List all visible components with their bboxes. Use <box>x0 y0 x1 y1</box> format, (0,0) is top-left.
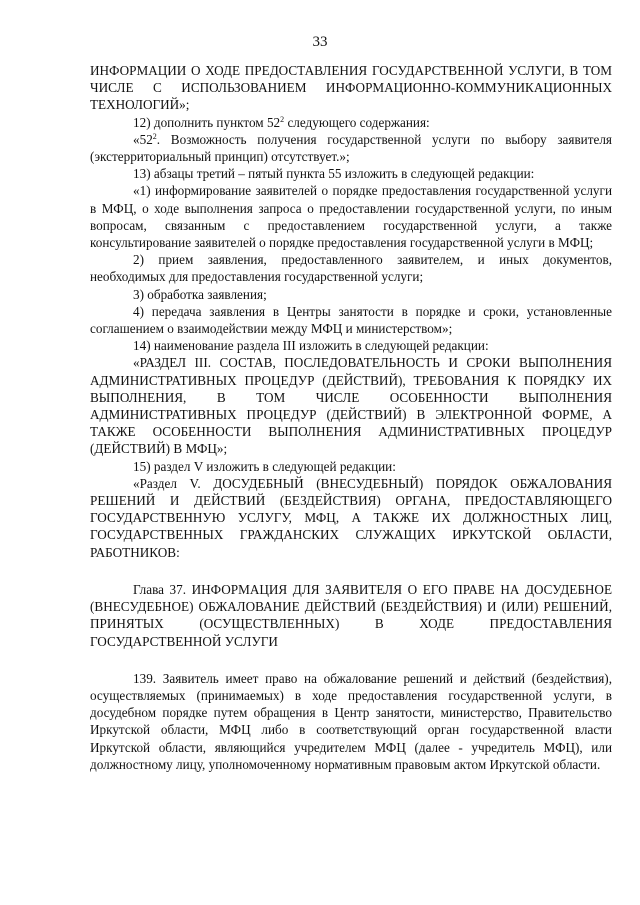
chapter-heading: Глава 37. ИНФОРМАЦИЯ ДЛЯ ЗАЯВИТЕЛЯ О ЕГО ПРАВЕ НА ДОСУДЕБНОЕ (ВНЕСУДЕБНОЕ) ОБЖАЛОВАНИЕ ДЕЙСТВИЙ (БЕЗДЕЙСТВИЯ) И (ИЛИ) РЕШЕНИЙ, ПРИНЯТЫХ (ОСУЩЕСТВЛЕННЫХ) В ХОДЕ ПРЕДОСТАВЛЕНИЯ ГОСУДАРСТВЕННОЙ УСЛУГИ <box>90 581 612 649</box>
spacer <box>90 650 612 670</box>
superscript: 2 <box>280 114 285 124</box>
text-run: 12) дополнить пунктом 52 <box>133 114 281 130</box>
paragraph: 14) наименование раздела III изложить в следующей редакции: <box>133 338 489 354</box>
superscript: 2 <box>152 131 157 141</box>
paragraph: 15) раздел V изложить в следующей редакции: <box>133 458 396 474</box>
paragraph: 13) абзацы третий – пятый пункта 55 изложить в следующей редакции: <box>133 166 535 182</box>
page-number: 33 <box>312 34 328 50</box>
document-body <box>90 62 612 773</box>
spacer <box>90 561 612 581</box>
paragraph: «Раздел V. ДОСУДЕБНЫЙ (ВНЕСУДЕБНЫЙ) ПОРЯДОК ОБЖАЛОВАНИЯ РЕШЕНИЙ И ДЕЙСТВИЙ (БЕЗДЕЙСТВИЯ) ОРГАНА, ПРЕДОСТАВЛЯЮЩЕГО ГОСУДАРСТВЕННУЮ УСЛУГУ, МФЦ, А ТАКЖЕ ИХ ДОЛЖНОСТНЫХ ЛИЦ, ГОСУДАРСТВЕННЫХ ГРАЖДАНСКИХ СЛУЖАЩИХ ИРКУТСКОЙ ОБЛАСТИ, РАБОТНИКОВ: <box>90 475 612 560</box>
paragraph: ИНФОРМАЦИИ О ХОДЕ ПРЕДОСТАВЛЕНИЯ ГОСУДАРСТВЕННОЙ УСЛУГИ, В ТОМ ЧИСЛЕ С ИСПОЛЬЗОВАНИЕМ ИНФОРМАЦИОННО-КОММУНИКАЦИОННЫХ ТЕХНОЛОГИЙ»; <box>90 63 612 113</box>
paragraph: 139. Заявитель имеет право на обжалование решений и действий (бездействия), осуществляемых (принимаемых) в ходе предоставления государственной услуги, в досудебном порядке путем обращения в Центр занятости, министерство, Правительство Иркутской области, МФЦ либо в соответствующий орган государственной власти Иркутской области, являющийся учредителем МФЦ (далее - учредитель МФЦ), или должностному лицу, уполномоченному нормативным правовым актом Иркутской области. <box>90 670 612 772</box>
paragraph: 4) передача заявления в Центры занятости в порядке и сроки, установленные соглашением о взаимодействии между МФЦ и министерством»; <box>90 303 612 337</box>
paragraph: 2) прием заявления, предоставленного заявителем, и иных документов, необходимых для предоставления государственной услуги; <box>90 252 612 285</box>
paragraph <box>90 114 612 131</box>
text-run: «52 <box>133 131 153 147</box>
paragraph: 3) обработка заявления; <box>133 286 267 302</box>
text-run: . Возможность получения государственной услуги по выбору заявителя (экстерриториальный принцип) отсутствует.»; <box>90 131 612 165</box>
paragraph: «РАЗДЕЛ III. СОСТАВ, ПОСЛЕДОВАТЕЛЬНОСТЬ И СРОКИ ВЫПОЛНЕНИЯ АДМИНИСТРАТИВНЫХ ПРОЦЕДУР (ДЕЙСТВИЙ), ТРЕБОВАНИЯ К ПОРЯДКУ ИХ ВЫПОЛНЕНИЯ, В ТОМ ЧИСЛЕ ОСОБЕННОСТИ ВЫПОЛНЕНИЯ АДМИНИСТРАТИВНЫХ ПРОЦЕДУР (ДЕЙСТВИЙ) В ЭЛЕКТРОННОЙ ФОРМЕ, А ТАКЖЕ ОСОБЕННОСТИ ВЫПОЛНЕНИЯ АДМИНИСТРАТИВНЫХ ПРОЦЕДУР (ДЕЙСТВИЙ) В МФЦ»; <box>90 355 612 457</box>
text-run: следующего содержания: <box>284 114 430 130</box>
paragraph: «1) информирование заявителей о порядке предоставления государственной услуги в МФЦ, о ходе выполнения запроса о предоставлении государственной услуги, по иным вопросам, связанным с предоставлением государственной услуги, а также консультирование заявителей о порядке предоставления государственной услуги в МФЦ; <box>90 183 612 251</box>
paragraph <box>90 131 612 165</box>
